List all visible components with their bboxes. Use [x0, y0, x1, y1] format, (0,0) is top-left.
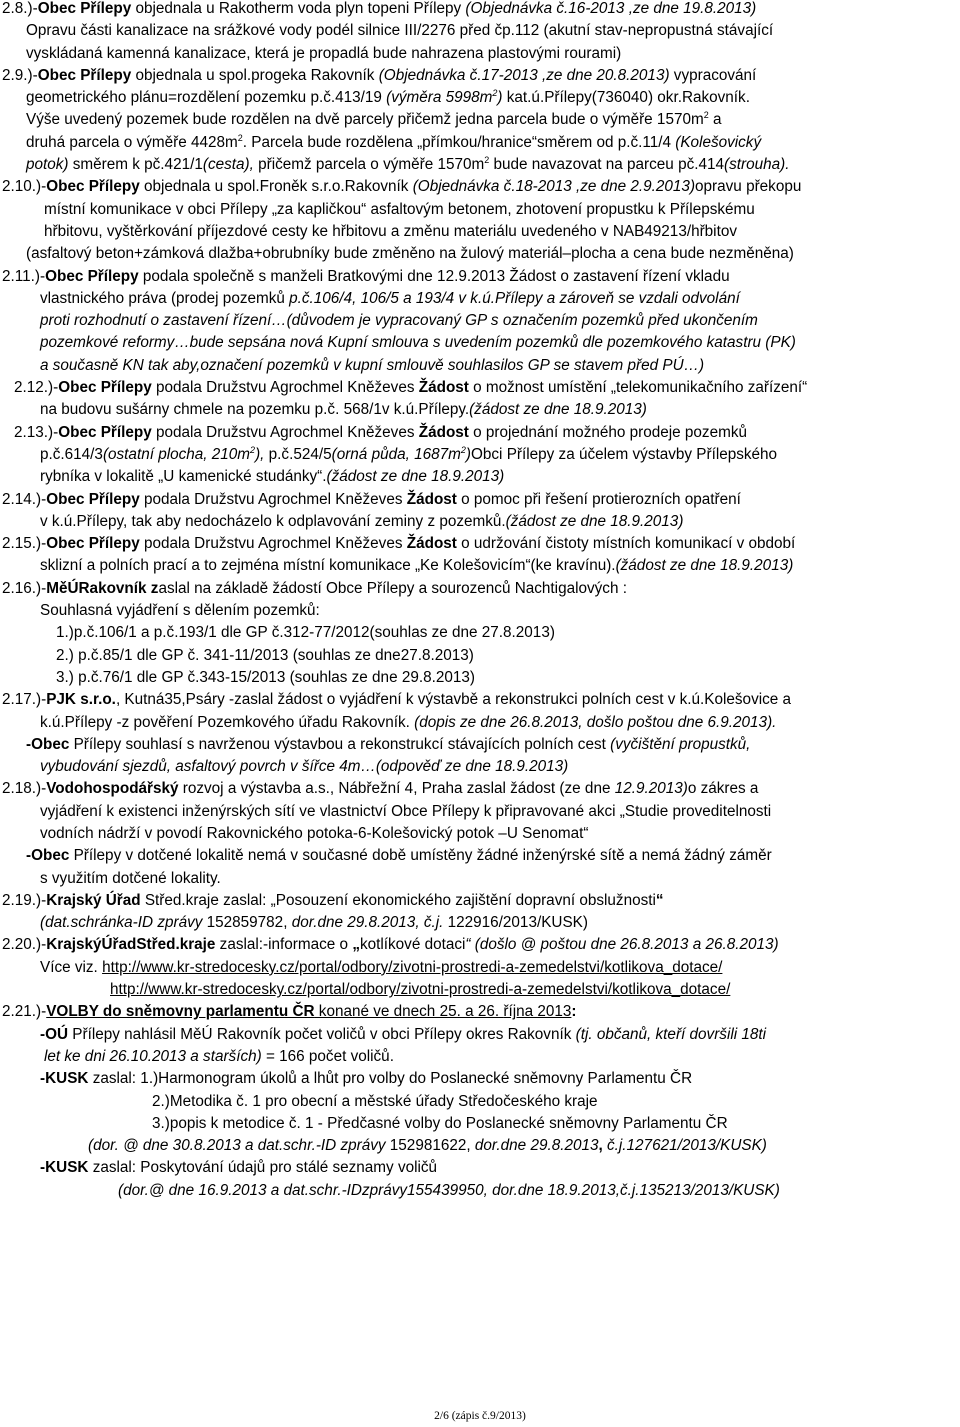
- text: č.j.127621/2013/KUSK): [607, 1137, 767, 1155]
- item-2-9-line-2: [0, 87, 960, 109]
- text: rybníka v lokalitě „U kamenické studánky“.: [40, 468, 327, 486]
- kotlikova-dotace-link-2[interactable]: http://www.kr-stredocesky.cz/portal/odbory/zivotni-prostredi-a-zemedelstvi/kotlikova_dotace/: [110, 981, 731, 999]
- text: (strouha).: [724, 156, 790, 174]
- item-2-20-line-3: [0, 979, 960, 1001]
- text: ,: [598, 1137, 607, 1155]
- text: podala Družstvu Agrochmel Kněževes: [139, 490, 407, 508]
- order-ref: (Objednávka č.18-2013 ,ze dne 2.9.2013): [412, 178, 696, 196]
- text: a: [708, 111, 722, 129]
- org-name: Vodohospodářský: [46, 780, 179, 798]
- item-2-18-line-5: s využitím dotčené lokality.: [40, 869, 221, 887]
- org-name: Obec Přílepy: [46, 178, 140, 196]
- item-2-12-line-1: [0, 377, 960, 399]
- item-2-21-line-6: 3.)popis k metodice č. 1 - Předčasné volby do Poslanecké sněmovny Parlamentu ČR: [152, 1114, 728, 1132]
- item-number: 2.8.)-: [2, 0, 38, 17]
- item-number: 2.17.)-: [2, 691, 47, 709]
- text: potok): [26, 156, 69, 174]
- text: (Kolešovický: [675, 133, 762, 151]
- text: Střed.kraje zaslal: „Posouzení ekonomického zajištění dopravní obslužnosti: [140, 891, 656, 909]
- request-word: Žádost: [406, 490, 457, 508]
- superscript: 2: [484, 155, 490, 166]
- text: (dat.schránka-ID zprávy: [40, 914, 207, 932]
- kotlikova-dotace-link[interactable]: http://www.kr-stredocesky.cz/portal/odbory/zivotni-prostredi-a-zemedelstvi/kotlikova_dotace/: [102, 958, 723, 976]
- item-2-15-line-2: [0, 555, 960, 577]
- item-2-20-line-1: [0, 934, 960, 956]
- text: podala společně s manželi Bratkovými dne 12.9.2013 Žádost o zastavení řízení vkladu: [138, 267, 730, 285]
- text: (dor. @ dne 30.8.2013 a dat.schr.-ID zprávy: [88, 1137, 390, 1155]
- item-2-10-line-2: místní komunikace v obci Přílepy „za kapličkou“ asfaltovým betonem, zhotovení propustku k Přílepskému: [44, 200, 755, 218]
- text: . Parcela bude rozdělena „přímkou/hranice“směrem od p.č.11/4: [242, 133, 676, 151]
- text: konané ve dnech 25. a 26.: [314, 1003, 504, 1021]
- text: na budovu sušárny chmele na pozemku p.č. 568/1v k.ú.Přílepy.: [40, 401, 470, 419]
- superscript: 2: [703, 110, 709, 121]
- item-2-11-line-3: proti rozhodnutí o zastavení řízení…(důvodem je vypracovaný GP s označením pozemků před ukončením: [40, 312, 758, 330]
- text: aslal na základě žádostí Obce Přílepy a sourozenců Nachtigalových :: [158, 579, 627, 597]
- text: Více viz.: [40, 958, 103, 976]
- item-2-18-line-1: [0, 778, 960, 800]
- text: (orná půda, 1687m: [331, 445, 461, 463]
- text: o projednání možného prodeje pozemků: [468, 423, 747, 441]
- item-2-20-line-2: [0, 957, 960, 979]
- text: v k.ú.Přílepy, tak aby nedocházelo k odplavování zeminy z pozemků.: [40, 512, 506, 530]
- item-2-19-line-2: [0, 912, 960, 934]
- item-2-12-line-2: [0, 399, 960, 421]
- item-2-11-line-1: [0, 266, 960, 288]
- text: vlastnického práva (prodej pozemků: [40, 289, 290, 307]
- text: října 2013: [503, 1003, 572, 1021]
- text: Přílepy v dotčené lokalitě nemá v současné době umístěny žádné inženýrské sítě a nemá žádný záměr: [69, 847, 772, 865]
- item-2-16-line-1: [0, 578, 960, 600]
- org-name: -KUSK: [40, 1070, 89, 1088]
- text: “ (došlo @ poštou dne 26.8.2013 a 26.8.2013): [465, 936, 779, 954]
- text: sklizní a polních prací a to zejména místní komunikace „Ke Kolešovicím“(ke kravínu).: [40, 557, 616, 575]
- item-2-13-line-1: [0, 422, 960, 444]
- text: o zákres a: [687, 780, 759, 798]
- text: podala Družstvu Agrochmel Kněževes: [151, 423, 419, 441]
- text: p.č.524/5: [264, 445, 332, 463]
- org-name: -Obec: [26, 735, 70, 753]
- text: zaslal:-informace o: [215, 936, 353, 954]
- text: vypracování: [669, 66, 757, 84]
- text: kotlíkové dotaci: [359, 936, 466, 954]
- text: ): [465, 445, 471, 463]
- org-name: Obec Přílepy: [46, 490, 140, 508]
- item-2-17-line-1: [0, 689, 960, 711]
- item-2-14-line-1: [0, 489, 960, 511]
- item-2-18-line-3: vodních nádrží v povodí Rakovnického potoka-6-Kolešovický potok –U Senomat“: [40, 824, 589, 842]
- item-2-21-line-2: [0, 1024, 960, 1046]
- item-2-17-line-3: [0, 734, 960, 756]
- org-name: Obec Přílepy: [37, 66, 132, 84]
- text: o možnost umístění „telekomunikačního zařízení“: [468, 379, 808, 397]
- org-name: PJK s.r.o.: [46, 691, 116, 709]
- request-date: (žádost ze dne 18.9.2013): [505, 512, 684, 530]
- text: 12.9.2013): [614, 780, 688, 798]
- page-footer: 2/6 (zápis č.9/2013): [434, 1410, 526, 1422]
- item-2-21-line-8: [0, 1157, 960, 1179]
- org-name: Obec Přílepy: [46, 535, 140, 553]
- item-2-21-line-7: [0, 1135, 960, 1157]
- item-2-10-line-4: (asfaltový beton+zámková dlažba+obrubníky bude změněno na žulový materiál–plocha a cena bude nezměněna): [26, 245, 794, 263]
- text: přičemž parcela o výměře 1570m: [253, 156, 485, 174]
- item-2-18-line-4: [0, 845, 960, 867]
- org-name: MěÚRakovník z: [46, 579, 159, 597]
- item-2-11-line-5: a současně KN tak aby,označení pozemků v kupní smlouvě souhlasilos GP se stavem před PÚ…): [40, 356, 705, 374]
- text: podala Družstvu Agrochmel Kněževes: [139, 535, 407, 553]
- item-2-8-line-2: Opravu části kanalizace na srážkové vody podél silnice III/2276 před čp.112 (akutní stav-nepropustná stávající: [26, 22, 774, 40]
- request-word: Žádost: [418, 423, 469, 441]
- request-word: Žádost: [418, 379, 469, 397]
- item-number: 2.9.)-: [2, 66, 38, 84]
- text: “: [655, 891, 664, 909]
- item-2-16-line-2: Souhlasná vyjádření s dělením pozemků:: [40, 602, 320, 620]
- text: o pomoc při řešení protierozních opatření: [456, 490, 741, 508]
- org-name: Obec Přílepy: [58, 423, 152, 441]
- item-number: 2.18.)-: [2, 780, 47, 798]
- superscript: 2: [250, 444, 256, 455]
- text: k.ú.Přílepy -z pověření Pozemkového úřadu Rakovník.: [40, 713, 415, 731]
- request-date: (žádost ze dne 18.9.2013): [615, 557, 794, 575]
- item-number: 2.11.)-: [2, 267, 46, 285]
- item-number: 2.13.)-: [14, 423, 59, 441]
- item-number: 2.20.)-: [2, 936, 47, 954]
- text: objednala u spol.progeka Rakovník: [131, 66, 379, 84]
- request-word: Žádost: [406, 535, 457, 553]
- item-2-14-line-2: [0, 511, 960, 533]
- text: ): [497, 89, 503, 107]
- text: p.č.106/4, 106/5 a 193/4 v k.ú.Přílepy a zároveň se vzdali odvolání: [289, 289, 740, 307]
- text: :: [571, 1003, 577, 1021]
- item-2-9-line-3: [0, 109, 960, 131]
- text: geometrického plánu=rozdělení pozemku p.č.413/19: [26, 89, 387, 107]
- text: zaslal: 1.)Harmonogram úkolů a lhůt pro volby do Poslanecké sněmovny Parlamentu ČR: [88, 1070, 693, 1088]
- text: druhá parcela o výměře 4428m: [26, 133, 238, 151]
- superscript: 2: [492, 88, 498, 99]
- item-2-21-line-5: 2.)Metodika č. 1 pro obecní a městské úřady Středočeského kraje: [152, 1092, 598, 1110]
- text: bude navazovat na parceu pč.414: [489, 156, 724, 174]
- item-2-16-line-4: 2.) p.č.85/1 dle GP č. 341-11/2013 (souhlas ze dne27.8.2013): [56, 646, 474, 664]
- item-number: 2.21.)-: [2, 1003, 47, 1021]
- text: 122916/2013/KUSK): [447, 914, 588, 932]
- item-2-10-line-1: [0, 176, 960, 198]
- text: , Kutná35,Psáry -zaslal žádost o vyjádření k výstavbě a rekonstrukci polních cest v k.ú.Kolešovice a: [115, 691, 792, 709]
- request-date: (žádost ze dne 18.9.2013): [469, 401, 647, 419]
- item-number: 2.19.)-: [2, 891, 47, 909]
- text: p.č.614/3: [40, 445, 103, 463]
- item-2-10-line-3: hřbitovu, vyštěrkování příjezdové cesty ke hřbitovu a změnu materiálu uvedeného v NAB49213/hřbitov: [44, 222, 737, 240]
- text: let ke dni 26.10.2013 a starších): [44, 1047, 262, 1065]
- item-2-21-line-9: (dor.@ dne 16.9.2013 a dat.schr.-IDzprávy155439950, dor.dne 18.9.2013,č.j.135213/2013/KUSK): [118, 1181, 780, 1199]
- item-2-19-line-1: [0, 890, 960, 912]
- text: o udržování čistoty místních komunikací v období: [456, 535, 796, 553]
- text: 152859782,: [206, 914, 292, 932]
- item-2-21-line-1: [0, 1001, 960, 1023]
- text: (ostatní plocha, 210m: [102, 445, 251, 463]
- text: Přílepy nahlásil MěÚ Rakovník počet voličů v obci Přílepy okres Rakovník: [68, 1025, 576, 1043]
- item-2-17-line-4: vybudování sjezdů, asfaltový povrch v šířce 4m…(odpověď ze dne 18.9.2013): [40, 758, 569, 776]
- org-name: -OÚ: [40, 1025, 69, 1043]
- text: směrem k pč.421/1: [68, 156, 203, 174]
- item-number: 2.14.)-: [2, 490, 47, 508]
- item-number: 2.15.)-: [2, 535, 47, 553]
- text: podala Družstvu Agrochmel Kněževes: [151, 379, 419, 397]
- text: dor.dne 29.8.2013: [474, 1137, 599, 1155]
- item-number: 2.10.)-: [2, 178, 47, 196]
- text: rozvoj a výstavba a.s., Nábřežní 4, Praha zaslal žádost (ze dne: [178, 780, 615, 798]
- order-ref: (Objednávka č.16-2013 ,ze dne 19.8.2013): [465, 0, 757, 17]
- item-2-11-line-2: [0, 288, 960, 310]
- org-name: Krajský Úřad: [46, 891, 141, 909]
- org-name: Obec Přílepy: [58, 379, 152, 397]
- org-name: -Obec: [26, 847, 70, 865]
- text: kat.ú.Přílepy(736040) okr.Rakovník.: [502, 89, 750, 107]
- voter-count: = 166 počet voličů.: [261, 1047, 394, 1065]
- org-name: Obec Přílepy: [45, 267, 139, 285]
- item-2-9-line-5: [0, 154, 960, 176]
- item-2-21-line-4: [0, 1068, 960, 1090]
- org-name: Obec Přílepy: [37, 0, 132, 17]
- org-name: KrajskýÚřadStřed.kraje: [46, 936, 216, 954]
- order-ref: (Objednávka č.17-2013 ,ze dne 20.8.2013): [378, 66, 670, 84]
- text: Přílepy souhlasí s navrženou výstavbou a rekonstrukcí stávajících polních cest: [69, 735, 611, 753]
- item-2-9-line-1: [0, 65, 960, 87]
- item-2-16-line-3: 1.)p.č.106/1 a p.č.193/1 dle GP č.312-77/2012(souhlas ze dne 27.8.2013): [56, 624, 555, 642]
- text: (výměra 5998m: [386, 89, 493, 107]
- org-name: -KUSK: [40, 1159, 89, 1177]
- letter-date: (dopis ze dne 26.8.2013, došlo poštou dne 6.9.2013).: [414, 713, 777, 731]
- text: (vyčištění propustků,: [610, 735, 751, 753]
- item-number: 2.16.)-: [2, 579, 47, 597]
- text: (tj. občanů, kteří dovršili 18ti: [575, 1025, 767, 1043]
- text: objednala u Rakotherm voda plyn topeni Přílepy: [131, 0, 466, 17]
- text: zaslal: Poskytování údajů pro stálé seznamy voličů: [88, 1159, 438, 1177]
- text: objednala u spol.Froněk s.r.o.Rakovník: [139, 178, 413, 196]
- text: dor.dne 29.8.2013, č.j.: [291, 914, 448, 932]
- superscript: 2: [460, 444, 466, 455]
- item-2-9-line-4: [0, 132, 960, 154]
- superscript: 2: [237, 132, 243, 143]
- text: Obci Přílepy za účelem výstavby Přílepského: [471, 445, 778, 463]
- elections-title: VOLBY do sněmovny parlamentu ČR: [46, 1003, 315, 1021]
- item-2-17-line-2: [0, 712, 960, 734]
- item-2-15-line-1: [0, 533, 960, 555]
- text: opravu překopu: [695, 178, 802, 196]
- item-2-13-line-3: [0, 466, 960, 488]
- item-2-8-line-1: [0, 0, 960, 20]
- item-2-18-line-2: vyjádření k existenci inženýrských sítí ve vlastnictví Obce Přílepy k připravované akci „Studie proveditelnosti: [40, 802, 772, 820]
- item-2-13-line-2: [0, 444, 960, 466]
- request-date: (žádost ze dne 18.9.2013): [326, 468, 505, 486]
- item-2-8-line-3: vyskládaná kamenná kanalizace, která je propadlá bude nahrazena plastovými rourami): [26, 44, 622, 62]
- item-2-21-line-3: [0, 1046, 960, 1068]
- text: Výše uvedený pozemek bude rozdělen na dvě parcely přičemž jedna parcela bude o výměře 1570m: [26, 111, 704, 129]
- item-2-16-line-5: 3.) p.č.76/1 dle GP č.343-15/2013 (souhlas ze dne 29.8.2013): [56, 668, 475, 686]
- item-2-11-line-4: pozemkové reformy…bude sepsána nová Kupní smlouva s uvedením pozemků dle pozemkového katastru (PK): [40, 334, 796, 352]
- item-number: 2.12.)-: [14, 379, 59, 397]
- text: „: [352, 936, 360, 954]
- text: (cesta),: [202, 156, 254, 174]
- text: ),: [255, 445, 265, 463]
- text: 152981622,: [389, 1137, 475, 1155]
